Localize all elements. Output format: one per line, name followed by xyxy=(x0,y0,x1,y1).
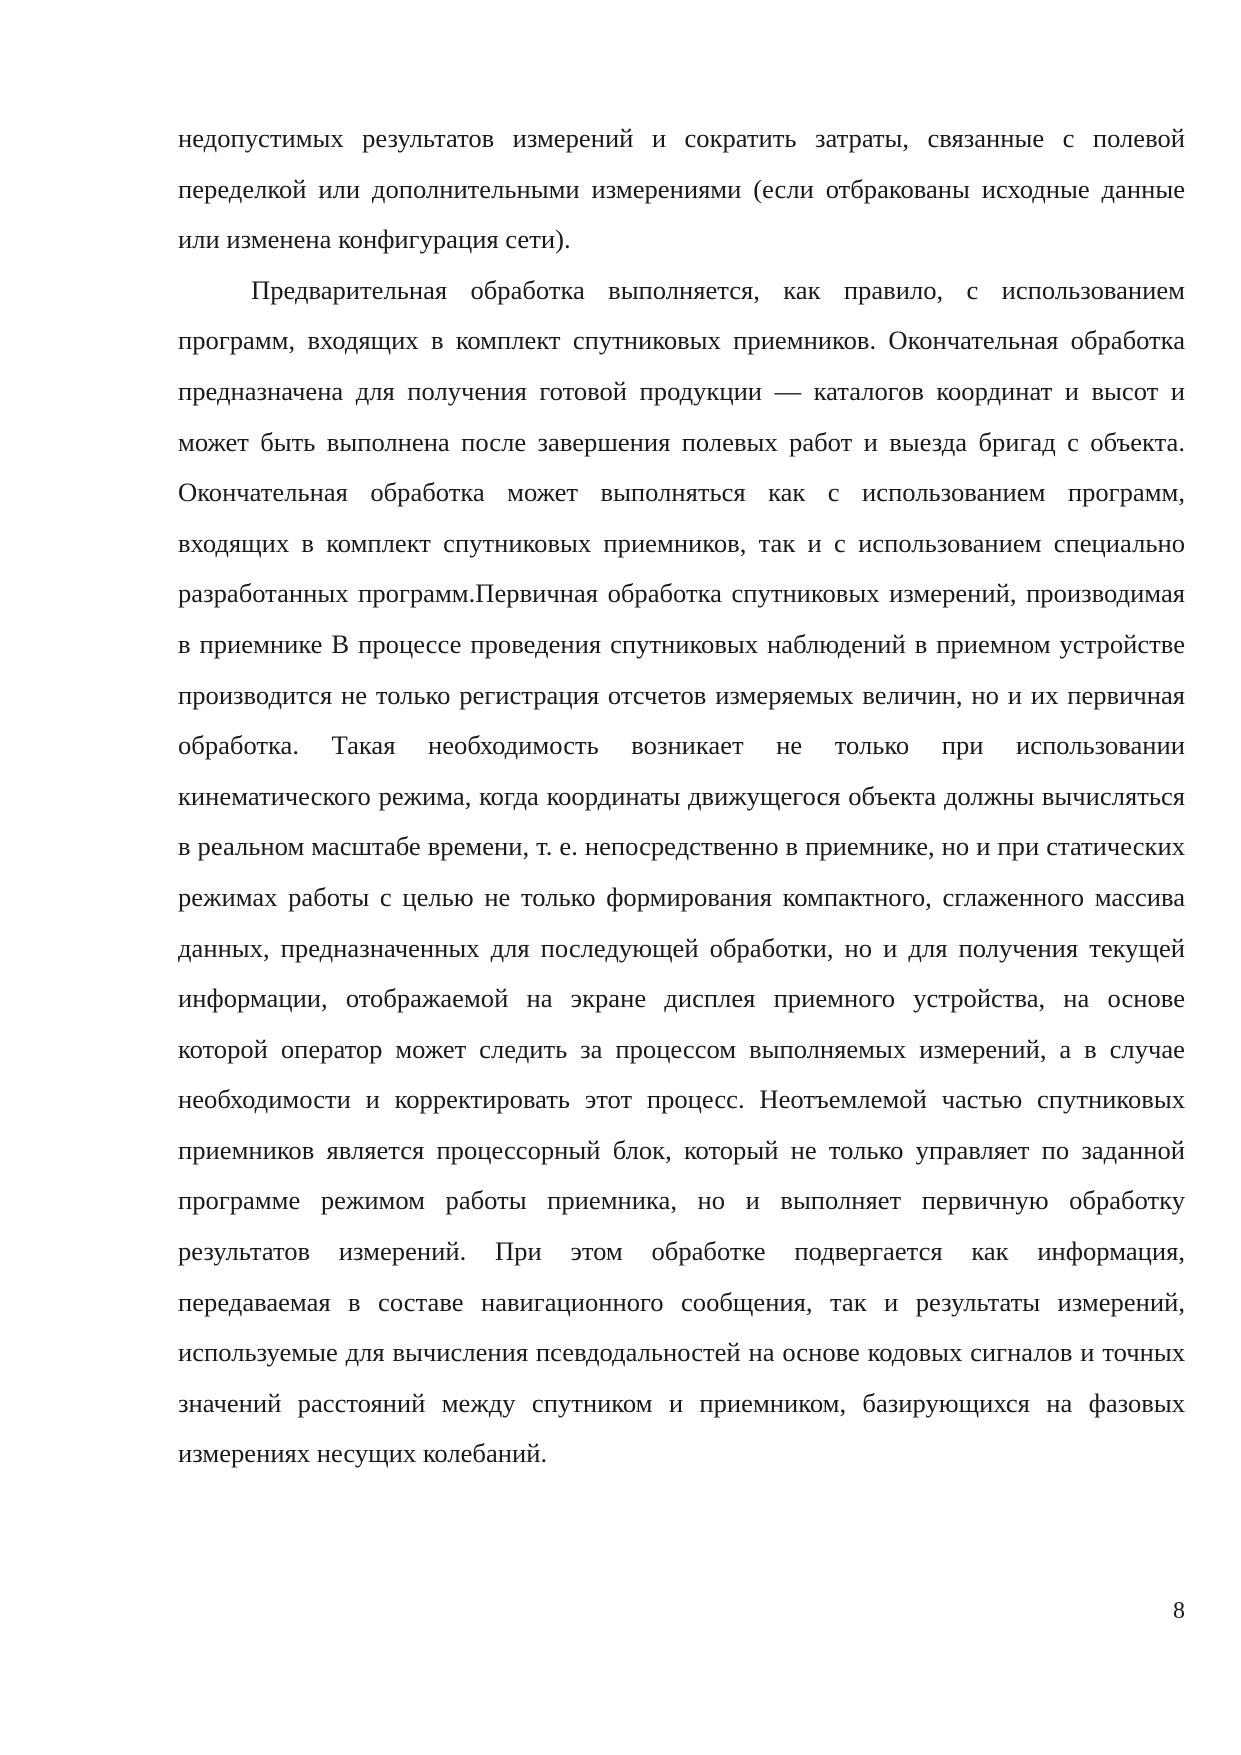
paragraph-processing: Предварительная обработка выполняется, как правило, с использованием программ, входящих в комплект спутниковых приемников. Окончательная обработка предназначена для получения готовой продукции — каталогов координат и высот и может быть выполнена после завершения полевых работ и выезда бригад с объекта. Окончательная обработка может выполняться как с использованием программ, входящих в комплект спутниковых приемников, так и с использованием специально разработанных программ.Первичная обработка спутниковых измерений, производимая в приемнике В процессе проведения спутниковых наблюдений в приемном устройстве производится не только регистрация отсчетов измеряемых величин, но и их первичная обработка. Такая необходимость возникает не только при использовании кинематического режима, когда координаты движущегося объекта должны вычисляться в реальном масштабе времени, т. е. непосредственно в приемнике, но и при статических режимах работы с целью не только формирования компактного, сглаженного массива данных, предназначенных для последующей обработки, но и для получения текущей информации, отображаемой на экране дисплея приемного устройства, на основе которой оператор может следить за процессом выполняемых измерений, а в случае необходимости и корректировать этот процесс. Неотъемлемой частью спутниковых приемников является процессорный блок, который не только управляет по заданной программе режимом работы приемника, но и выполняет первичную обработку результатов измерений. При этом обработке подвергается как информация, передаваемая в составе навигационного сообщения, так и результаты измерений, используемые для вычисления псевдодальностей на основе кодовых сигналов и точных значений расстояний между спутником и приемником, базирующихся на фазовых измерениях несущих колебаний. xyxy=(178,274,1185,1469)
page-number: 8 xyxy=(1173,1598,1185,1624)
paragraph-continuation: недопустимых результатов измерений и сократить затраты, связанные с полевой переделкой или дополнительными измерениями (если отбракованы исходные данные или изменена конфигурация сети). xyxy=(178,123,1185,255)
body-text xyxy=(178,113,1185,1479)
